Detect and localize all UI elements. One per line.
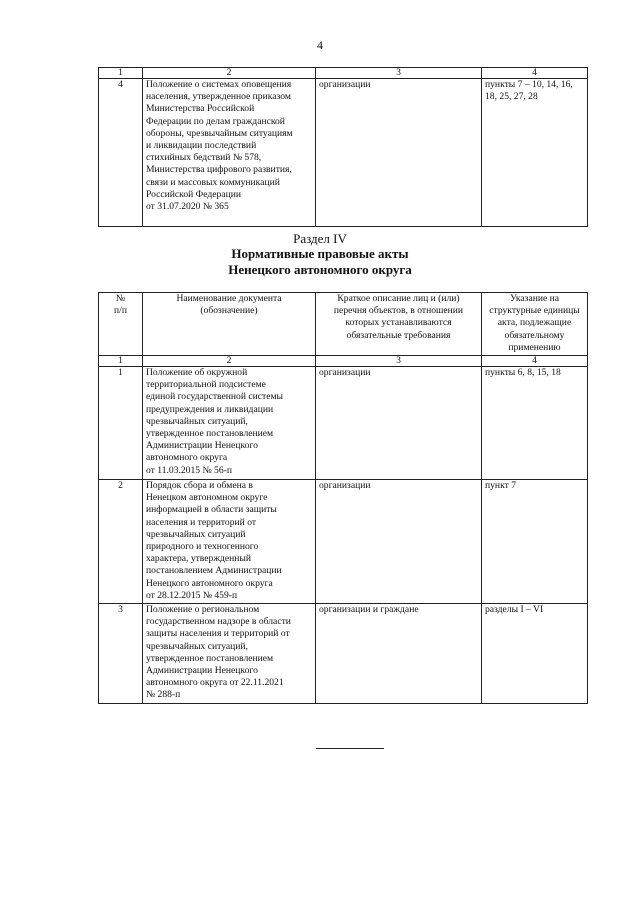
header-structural-units [482, 293, 588, 356]
document-name-line: от 28.12.2015 № 459-п [146, 589, 238, 601]
header-line: Указание на [509, 293, 560, 304]
document-name-line: Администрации Ненецкого [146, 440, 258, 452]
header-line: структурные единицы [489, 305, 580, 317]
table-row [99, 480, 588, 604]
document-name [143, 79, 316, 227]
row-number: 4 [99, 79, 143, 227]
row-number: 2 [99, 480, 143, 604]
end-of-document-line [316, 748, 384, 749]
structural-units: пункт 7 [482, 480, 588, 604]
header-line: акта, подлежащие [497, 317, 572, 329]
document-name-line: Ненецком автономном округе [146, 492, 268, 504]
document-name-line: связи и массовых коммуникаций [146, 176, 280, 188]
document-name-line: постановлением Администрации [146, 565, 282, 577]
subjects-description: организации [316, 480, 482, 604]
column-number-row [99, 68, 588, 79]
document-name [143, 367, 316, 480]
document-name-line: чрезвычайных ситуаций, [146, 640, 248, 652]
document-name-line: Порядок сбора и обмена в [146, 480, 253, 491]
document-name-line: природного и техногенного [146, 541, 259, 553]
column-number: 3 [316, 356, 482, 367]
document-name-line: автономного округа от 22.11.2021 [146, 677, 284, 689]
document-name-line: Администрации Ненецкого [146, 665, 258, 677]
document-name-line: чрезвычайных ситуаций [146, 528, 246, 540]
subjects-description: организации [316, 79, 482, 227]
column-number: 4 [482, 356, 588, 367]
document-name-line: утвержденное постановлением [146, 652, 274, 664]
header-line: п/п [114, 305, 127, 317]
header-line: (обозначение) [200, 305, 258, 317]
table-row [99, 604, 588, 704]
header-line: обязательные требования [346, 329, 451, 341]
document-name-line: государственном надзоре в области [146, 616, 291, 628]
page-number: 4 [317, 38, 323, 52]
document-name-line: и ликвидации последствий [146, 140, 257, 152]
document-name-line: обороны, чрезвычайным ситуациям [146, 127, 293, 139]
column-number: 2 [143, 68, 316, 79]
document-name-line: № 288-п [146, 689, 181, 701]
document-name [143, 604, 316, 704]
header-document-name [143, 293, 316, 356]
section-number: Раздел IV [293, 231, 347, 246]
header-line: перечня объектов, в отношении [333, 305, 464, 317]
header-line: применению [508, 341, 561, 353]
document-name-line: населения, утвержденное приказом [146, 91, 291, 103]
document-name-line: Положение о региональном [146, 604, 260, 615]
table-row [99, 367, 588, 480]
document-name-line: предупреждения и ликвидации [146, 403, 274, 415]
structural-units-line: пункты 7 – 10, 14, 16, [485, 79, 573, 90]
section-title-line-1: Нормативные правовые акты [231, 246, 409, 261]
column-number: 3 [316, 68, 482, 79]
column-number: 1 [99, 68, 143, 79]
structural-units-line: 18, 25, 27, 28 [485, 91, 538, 103]
document-name-line: чрезвычайных ситуаций, [146, 415, 248, 427]
document-name-line: Министерства Российской [146, 103, 255, 115]
column-number: 4 [482, 68, 588, 79]
document-name-line: Российской Федерации [146, 188, 241, 200]
acts-table [98, 292, 588, 704]
document-name-line: информацией в области защиты [146, 504, 277, 516]
document-name-line: утвержденное постановлением [146, 428, 274, 440]
document-name-line: характера, утвержденный [146, 553, 251, 565]
header-line: которых устанавливаются [345, 317, 452, 329]
table-row [99, 79, 588, 227]
column-number: 1 [99, 356, 143, 367]
structural-units [482, 79, 588, 227]
row-number: 3 [99, 604, 143, 704]
document-name-line: Ненецкого автономного округа [146, 577, 273, 589]
header-line: обязательному [504, 329, 565, 341]
document-name-line: Положение об окружной [146, 367, 248, 378]
document-name-line: от 11.03.2015 № 56-п [146, 464, 232, 476]
document-name-line: автономного округа [146, 452, 228, 464]
document-name-line: населения и территорий от [146, 516, 257, 528]
column-number-row [99, 356, 588, 367]
header-line: Наименование документа [176, 293, 282, 304]
header-line: № [115, 293, 126, 304]
header-line: Краткое описание лиц и (или) [337, 293, 460, 304]
structural-units: пункты 6, 8, 15, 18 [482, 367, 588, 480]
document-name-line: защиты населения и территорий от [146, 628, 290, 640]
section-title-line-2: Ненецкого автономного округа [228, 262, 412, 277]
structural-units: разделы I – VI [482, 604, 588, 704]
header-number [99, 293, 143, 356]
document-name-line: Положение о системах оповещения [146, 79, 292, 90]
header-description [316, 293, 482, 356]
document-name-line: Министерства цифрового развития, [146, 164, 292, 176]
subjects-description: организации и граждане [316, 604, 482, 704]
document-name-line: от 31.07.2020 № 365 [146, 201, 229, 213]
column-number: 2 [143, 356, 316, 367]
document-name-line: единой государственной системы [146, 391, 284, 403]
row-number: 1 [99, 367, 143, 480]
document-name-line: стихийных бедствий № 578, [146, 152, 262, 164]
document-name-line: Федерации по делам гражданской [146, 115, 285, 127]
subjects-description: организации [316, 367, 482, 480]
document-name [143, 480, 316, 604]
continuation-table [98, 67, 588, 227]
document-name-line: территориальной подсистеме [146, 379, 266, 391]
table-header-row [99, 293, 588, 356]
